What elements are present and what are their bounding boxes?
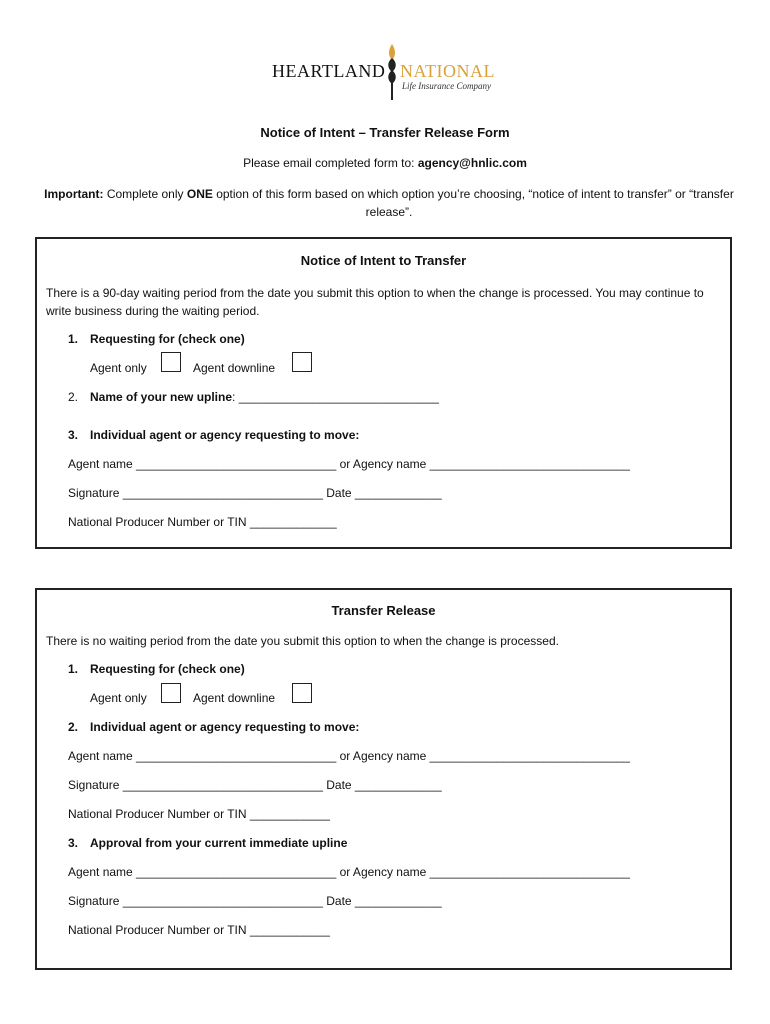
item-number: 2. [68, 390, 79, 404]
item-label: Approval from your current immediate upline [90, 836, 348, 850]
form-title: Notice of Intent – Transfer Release Form [260, 125, 510, 140]
section2-signature-field-a[interactable]: Signature ______________________________ Date _____________ [68, 778, 442, 792]
important-note [44, 185, 734, 221]
email-instruction [0, 156, 770, 170]
section1-intro: There is a 90-day waiting period from the date you submit this option to when the change is processed. You may continue to write business during the waiting period. [46, 286, 704, 318]
section2-signature-field-b[interactable]: Signature ______________________________ Date _____________ [68, 894, 442, 908]
section2-item2 [68, 720, 359, 734]
section2-agent-name-field-a[interactable]: Agent name ______________________________ or Agency name ______________________________ [68, 749, 630, 763]
email-address[interactable]: agency@hnlic.com [417, 156, 527, 170]
section1-heading: Notice of Intent to Transfer [300, 253, 467, 268]
wheat-icon [382, 44, 402, 102]
section1-agent-only-label: Agent only [90, 361, 147, 375]
logo-subtitle: Life Insurance Company [402, 81, 491, 91]
item-label: Individual agent or agency requesting to move: [90, 720, 360, 734]
important-label: Important: [44, 187, 104, 201]
section2-agent-only-label: Agent only [90, 691, 147, 705]
section2-npn-field-b[interactable]: National Producer Number or TIN ____________ [68, 923, 330, 937]
section2-intro: There is no waiting period from the date you submit this option to when the change is processed. [46, 634, 559, 648]
important-text-1: Complete only [103, 187, 187, 201]
section1-item1 [68, 332, 245, 346]
section2-agent-name-field-b[interactable]: Agent name ______________________________ or Agency name ______________________________ [68, 865, 630, 879]
section2-agent-downline-checkbox[interactable] [292, 683, 312, 703]
item-label: Requesting for (check one) [90, 662, 245, 676]
new-upline-field[interactable]: : ______________________________ [232, 390, 439, 404]
section2-item3 [68, 836, 347, 850]
company-logo [272, 44, 502, 100]
email-prefix: Please email completed form to: [243, 156, 418, 170]
section1-agent-downline-checkbox[interactable] [292, 352, 312, 372]
item-number: 3. [68, 836, 79, 850]
notice-of-intent-section [35, 237, 732, 549]
section2-heading: Transfer Release [331, 603, 436, 618]
section2-agent-only-checkbox[interactable] [161, 683, 181, 703]
important-one: ONE [186, 187, 213, 201]
section1-agent-downline-label: Agent downline [193, 361, 276, 375]
section1-agent-name-field[interactable]: Agent name ______________________________ or Agency name ______________________________ [68, 457, 630, 471]
section1-item3 [68, 428, 359, 442]
transfer-release-section [35, 588, 732, 970]
logo-text-left: HEARTLAND [272, 61, 386, 81]
section2-agent-downline-label: Agent downline [193, 691, 276, 705]
section2-npn-field-a[interactable]: National Producer Number or TIN ____________ [68, 807, 330, 821]
section1-signature-field[interactable]: Signature ______________________________ Date _____________ [68, 486, 442, 500]
section1-agent-only-checkbox[interactable] [161, 352, 181, 372]
section2-item1 [68, 662, 245, 676]
section1-npn-field[interactable]: National Producer Number or TIN _____________ [68, 515, 337, 529]
logo-text-right: NATIONAL [400, 61, 495, 81]
important-text-2: option of this form based on which option you’re choosing, “notice of intent to transfer” or “transfer release”. [212, 187, 734, 219]
item-label: Requesting for (check one) [90, 332, 245, 346]
item-number: 1. [68, 662, 79, 676]
item-number: 2. [68, 720, 79, 734]
item-label: Name of your new upline [90, 390, 233, 404]
item-number: 3. [68, 428, 79, 442]
section1-item2 [68, 390, 439, 404]
item-label: Individual agent or agency requesting to move: [90, 428, 360, 442]
item-number: 1. [68, 332, 79, 346]
